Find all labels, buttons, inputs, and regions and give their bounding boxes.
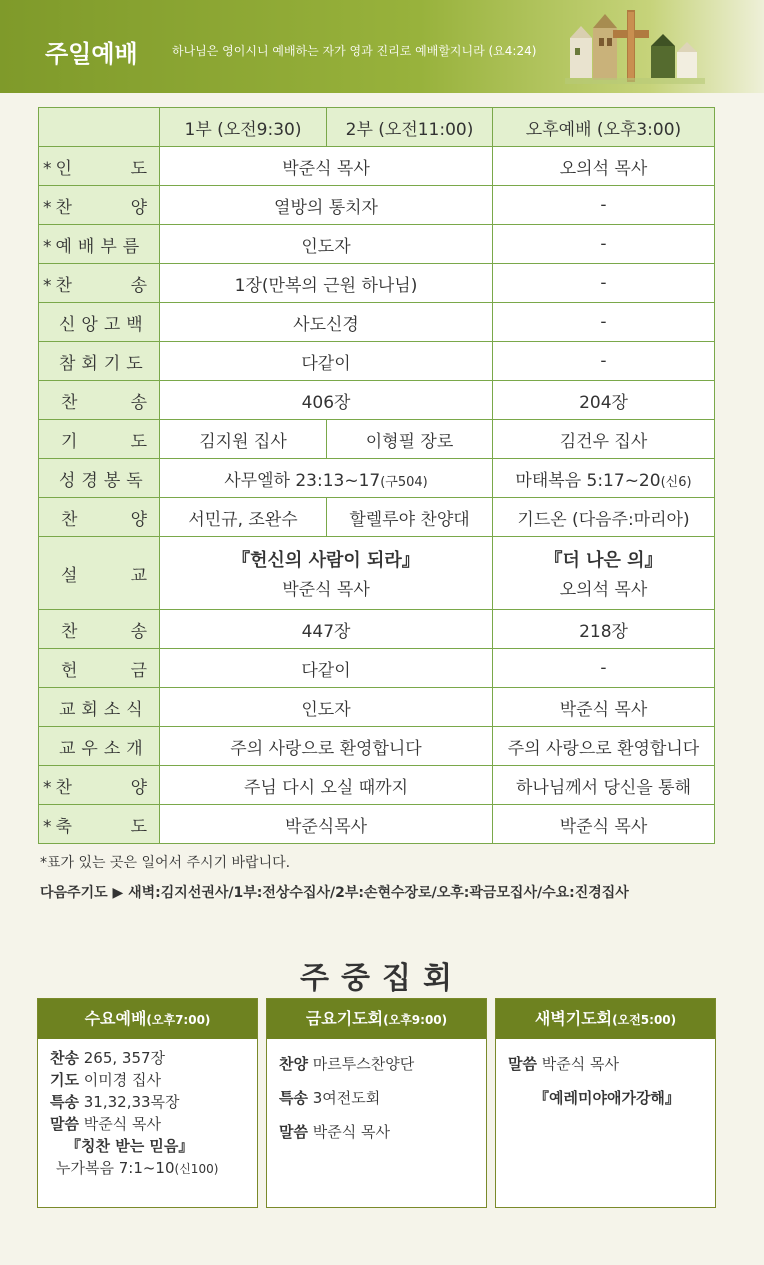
- table-row: [39, 727, 715, 766]
- cell-afternoon: 기드온 (다음주:마리아): [493, 498, 715, 537]
- table-row: [39, 459, 715, 498]
- friday-prayer-box: [266, 998, 487, 1208]
- scripture-page: (신6): [660, 474, 692, 490]
- cell-afternoon: 오의석 목사: [493, 147, 715, 186]
- cell-morning: 사도신경: [160, 303, 493, 342]
- cell-afternoon: -: [493, 649, 715, 688]
- cell-morning: 다같이: [160, 342, 493, 381]
- sermon-title: 『더 나은 의』: [544, 549, 663, 571]
- cell-afternoon: -: [493, 303, 715, 342]
- cell-morning: 447장: [160, 610, 493, 649]
- column-header: 오후예배 (오후3:00): [493, 108, 715, 147]
- row-label: 성경봉독: [39, 459, 160, 498]
- row-label: 기 도: [39, 420, 160, 459]
- scripture-reading: 마태복음 5:17~20: [515, 470, 661, 491]
- table-row: [39, 805, 715, 844]
- row-label: 신앙고백: [39, 303, 160, 342]
- header-verse: 하나님은 영이시니 예배하는 자가 영과 진리로 예배할지니라 (요4:24): [172, 44, 537, 58]
- cell-afternoon: 박준식 목사: [493, 688, 715, 727]
- cell-afternoon: -: [493, 186, 715, 225]
- cell-second-service: 이형필 장로: [327, 420, 493, 459]
- next-prayer-note: 다음주기도 ▶ 새벽:김지선권사/1부:전상수집사/2부:손현수장로/오후:곽금모집사/수요:진경집사: [40, 885, 629, 901]
- sermon-title: 『예레미야애가강해』: [534, 1089, 680, 1107]
- row-label: * 축 도: [39, 805, 160, 844]
- church-cross-illustration: [565, 8, 705, 88]
- cell-afternoon: [493, 537, 715, 610]
- table-row: [39, 225, 715, 264]
- wednesday-service-box: [37, 998, 258, 1208]
- table-row: [39, 147, 715, 186]
- list-item: 말씀 박준식 목사: [508, 1055, 619, 1073]
- row-label: * 찬 양: [39, 186, 160, 225]
- list-item: 특송 31,32,33목장: [50, 1093, 180, 1111]
- cell-morning: 박준식 목사: [160, 147, 493, 186]
- table-row: [39, 610, 715, 649]
- table-row: [39, 186, 715, 225]
- box-body: [267, 1039, 486, 1157]
- column-header: 1부 (오전9:30): [160, 108, 327, 147]
- cell-first-service: 서민규, 조완수: [160, 498, 327, 537]
- cell-morning: [160, 537, 493, 610]
- row-label: 교우소개: [39, 727, 160, 766]
- scripture: 누가복음 7:1~10(신100): [56, 1159, 219, 1177]
- table-row: [39, 688, 715, 727]
- sermon-title: 『헌신의 사람이 되라』: [232, 549, 420, 571]
- table-row: [39, 342, 715, 381]
- row-label: 참회기도: [39, 342, 160, 381]
- list-item: 찬양 마르투스찬양단: [279, 1055, 415, 1073]
- table-row: [39, 303, 715, 342]
- cell-afternoon: 주의 사랑으로 환영합니다: [493, 727, 715, 766]
- row-label: * 예배부름: [39, 225, 160, 264]
- table-row: [39, 420, 715, 459]
- table-row: [39, 264, 715, 303]
- weekly-gatherings-title: 주중집회: [300, 961, 464, 996]
- row-label: 찬 송: [39, 610, 160, 649]
- box-body: [496, 1039, 715, 1123]
- list-item: 특송 3여전도회: [279, 1089, 381, 1107]
- table-row: [39, 649, 715, 688]
- table-row: [39, 766, 715, 805]
- sermon-title: 『칭찬 받는 믿음』: [66, 1137, 194, 1155]
- row-label: * 인 도: [39, 147, 160, 186]
- cell-morning: 1장(만복의 근원 하나님): [160, 264, 493, 303]
- list-item: 말씀 박준식 목사: [279, 1123, 390, 1141]
- worship-order-table: [38, 107, 715, 844]
- cell-afternoon: [493, 459, 715, 498]
- row-label: 설 교: [39, 537, 160, 610]
- cell-afternoon: 박준식 목사: [493, 805, 715, 844]
- cell-afternoon: -: [493, 342, 715, 381]
- cell-morning: 인도자: [160, 688, 493, 727]
- table-row: [39, 537, 715, 610]
- cell-afternoon: 204장: [493, 381, 715, 420]
- header-banner: [0, 0, 764, 93]
- list-item: 찬송 265, 357장: [50, 1049, 166, 1067]
- sermon-preacher: 박준식 목사: [282, 579, 370, 600]
- table-header-row: [39, 108, 715, 147]
- cell-afternoon: -: [493, 264, 715, 303]
- row-label: * 찬 양: [39, 766, 160, 805]
- row-label: 헌 금: [39, 649, 160, 688]
- column-header: 2부 (오전11:00): [327, 108, 493, 147]
- cell-afternoon: 218장: [493, 610, 715, 649]
- cell-morning: 주의 사랑으로 환영합니다: [160, 727, 493, 766]
- box-body: [38, 1039, 257, 1188]
- cell-morning: 인도자: [160, 225, 493, 264]
- cell-morning: 열방의 통치자: [160, 186, 493, 225]
- box-header: 새벽기도회(오전5:00): [496, 999, 715, 1039]
- cell-afternoon: 김건우 집사: [493, 420, 715, 459]
- standing-note: *표가 있는 곳은 일어서 주시기 바랍니다.: [40, 855, 291, 871]
- cell-morning: 다같이: [160, 649, 493, 688]
- cell-morning: [160, 459, 493, 498]
- scripture-page: (구504): [380, 474, 428, 490]
- scripture-reading: 사무엘하 23:13~17: [224, 470, 381, 491]
- list-item: 말씀 박준식 목사: [50, 1115, 161, 1133]
- table-row: [39, 381, 715, 420]
- cell-second-service: 할렐루야 찬양대: [327, 498, 493, 537]
- dawn-prayer-box: [495, 998, 716, 1208]
- cell-afternoon: -: [493, 225, 715, 264]
- table-row: [39, 498, 715, 537]
- cell-morning: 406장: [160, 381, 493, 420]
- row-label: * 찬 송: [39, 264, 160, 303]
- row-label: 교회소식: [39, 688, 160, 727]
- cell-morning: 주님 다시 오실 때까지: [160, 766, 493, 805]
- box-header: 수요예배(오후7:00): [38, 999, 257, 1039]
- header-corner: [39, 108, 160, 147]
- list-item: 기도 이미경 집사: [50, 1071, 161, 1089]
- sermon-preacher: 오의석 목사: [559, 579, 648, 600]
- box-header: 금요기도회(오후9:00): [267, 999, 486, 1039]
- cell-afternoon: 하나님께서 당신을 통해: [493, 766, 715, 805]
- row-label: 찬 송: [39, 381, 160, 420]
- cell-morning: 박준식목사: [160, 805, 493, 844]
- page-title: 주일예배: [45, 40, 138, 68]
- cell-first-service: 김지원 집사: [160, 420, 327, 459]
- row-label: 찬 양: [39, 498, 160, 537]
